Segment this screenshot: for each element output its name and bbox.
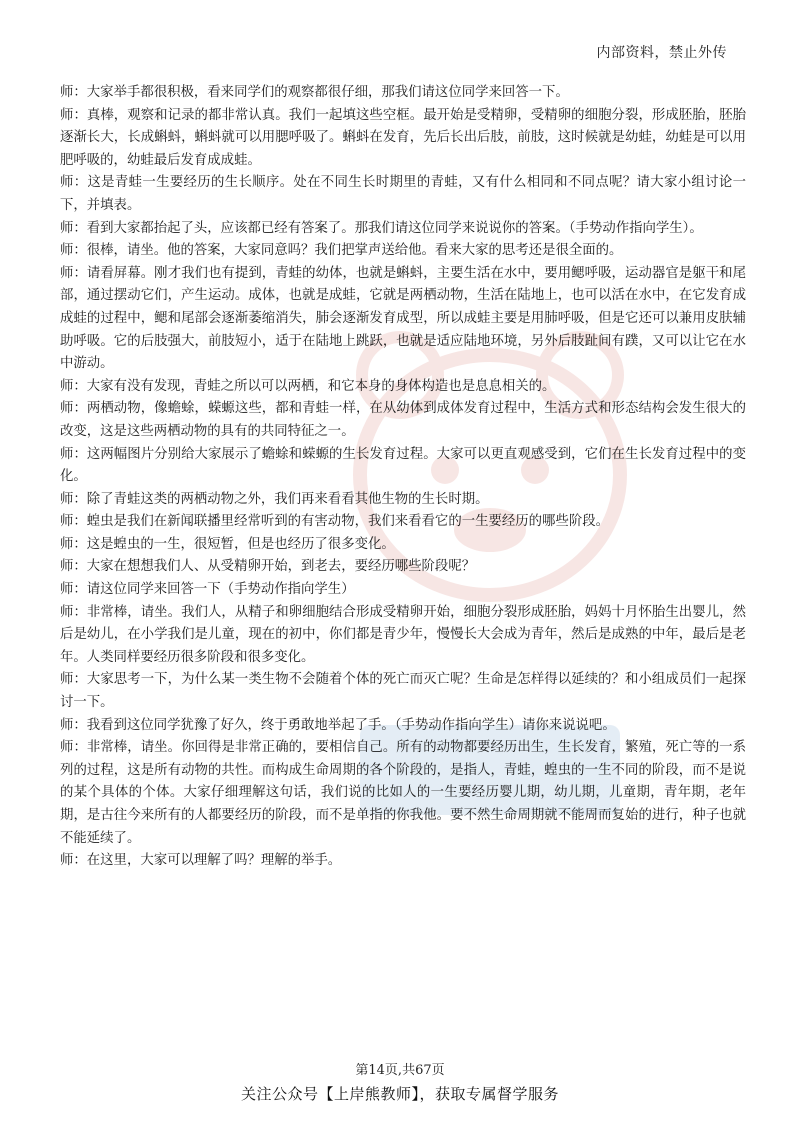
main-content xyxy=(60,82,746,873)
paragraph-8: 师：两栖动物，像蟾蜍，蝾螈这些，都和青蛙一样，在从幼体到成体发育过程中，生活方式和形态结构会发生很大的改变，这是这些两栖动物的具有的共同特征之一。 xyxy=(60,401,746,439)
header-confidential-note: 内部资料，禁止外传 xyxy=(596,45,727,61)
paragraph-16: 师：大家思考一下，为什么某一类生物不会随着个体的死亡而灭亡呢？生命是怎样得以延续的？和小组成员们一起探讨一下。 xyxy=(60,672,746,711)
paragraph-14: 师：请这位同学来回答一下（手势动作指向学生） xyxy=(60,582,355,598)
footer-promo-text: 关注公众号【上岸熊教师】，获取专属督学服务 xyxy=(240,1085,559,1103)
paragraph-18: 师：非常棒，请坐。你回得是非常正确的，要相信自己。所有的动物都要经历出生，生长发育，繁殖，死亡等的一系列的过程，这是所有动物的共性。而构成生命周期的各个阶段的，是指人，青蛙，蝗虫的一生不同的阶段，而不是说的某个具体的个体。大家仔细理解这句话，我们说的比如人的一生要经历婴儿期，幼儿期，儿童期，青年期，老年期，是古往今来所有的人都要经历的阶段，而不是单指的你我他。要不然生命周期就不能周而复始的进行，种子也就不能延续了。 xyxy=(60,740,746,846)
paragraph-12: 师：这是蝗虫的一生，很短暂，但是也经历了很多变化。 xyxy=(60,536,395,552)
page-number: 第14页,共67页 xyxy=(355,1063,445,1078)
paragraph-17: 师：我看到这位同学犹豫了好久，终于勇敢地举起了手。（手势动作指向学生）请你来说说吧。 xyxy=(60,717,616,733)
paragraph-10: 师：除了青蛙这类的两栖动物之外，我们再来看看其他生物的生长时期。 xyxy=(60,491,489,507)
paragraph-7: 师：大家有没有发现，青蛙之所以可以两栖，和它本身的身体构造也是息息相关的。 xyxy=(60,378,556,394)
paragraph-15: 师：非常棒，请坐。我们人，从精子和卵细胞结合形成受精卵开始，细胞分裂形成胚胎，妈妈十月怀胎生出婴儿，然后是幼儿，在小学我们是儿童，现在的初中，你们都是青少年，慢慢长大会成为青年，然后是成熟的中年，最后是老年。人类同样要经历很多阶段和很多变化。 xyxy=(60,604,746,665)
paragraph-5: 师：很棒，请坐。他的答案，大家同意吗？我们把掌声送给他。看来大家的思考还是很全面的。 xyxy=(60,243,623,259)
paragraph-11: 师：蝗虫是我们在新闻联播里经常听到的有害动物，我们来看看它的一生要经历的哪些阶段。 xyxy=(60,514,610,530)
paragraph-1: 师：大家举手都很积极，看来同学们的观察都很仔细，那我们请这位同学来回答一下。 xyxy=(60,85,569,100)
paragraph-19: 师：在这里，大家可以理解了吗？理解的举手。 xyxy=(60,853,342,869)
paragraph-13: 师：大家在想想我们人、从受精卵开始，到老去，要经历哪些阶段呢？ xyxy=(60,559,476,575)
paragraph-3: 师：这是青蛙一生要经历的生长顺序。处在不同生长时期里的青蛙，又有什么相同和不同点呢？请大家小组讨论一下，并填表。 xyxy=(60,175,746,213)
paragraph-4: 师：看到大家都抬起了头，应该都已经有答案了。那我们请这位同学来说说你的答案。（手势动作指向学生）。 xyxy=(60,220,703,236)
paragraph-2: 师：真棒，观察和记录的都非常认真。我们一起填这些空框。最开始是受精卵，受精卵的细胞分裂，形成胚胎，胚胎逐渐长大，长成蝌蚪，蝌蚪就可以用腮呼吸了。蝌蚪在发育，先后长出后肢，前肢，这时候就是幼蛙，幼蛙是可以用肥呼吸的，幼蛙最后发育成成蛙。 xyxy=(60,107,746,168)
paragraph-6: 师：请看屏幕。刚才我们也有提到，青蛙的幼体，也就是蝌蚪，主要生活在水中，要用鳃呼吸，运动器官是躯干和尾部，通过摆动它们，产生运动。成体，也就是成蛙，它就是两栖动物，生活在陆地上，也可以活在水中，在它发育成成蛙的过程中，鳃和尾部会逐渐萎缩消失，肺会逐渐发育成型，所以成蛙主要是用肺呼吸，但是它还可以兼用皮肤辅助呼吸。它的后肢强大，前肢短小，适于在陆地上跳跃，也就是适应陆地环境，另外后肢趾间有蹼，又可以让它在水中游动。 xyxy=(60,265,746,372)
paragraph-9: 师：这两幅图片分别给大家展示了蟾蜍和蝾螈的生长发育过程。大家可以更直观感受到，它们在生长发育过程中的变化。 xyxy=(60,446,746,485)
